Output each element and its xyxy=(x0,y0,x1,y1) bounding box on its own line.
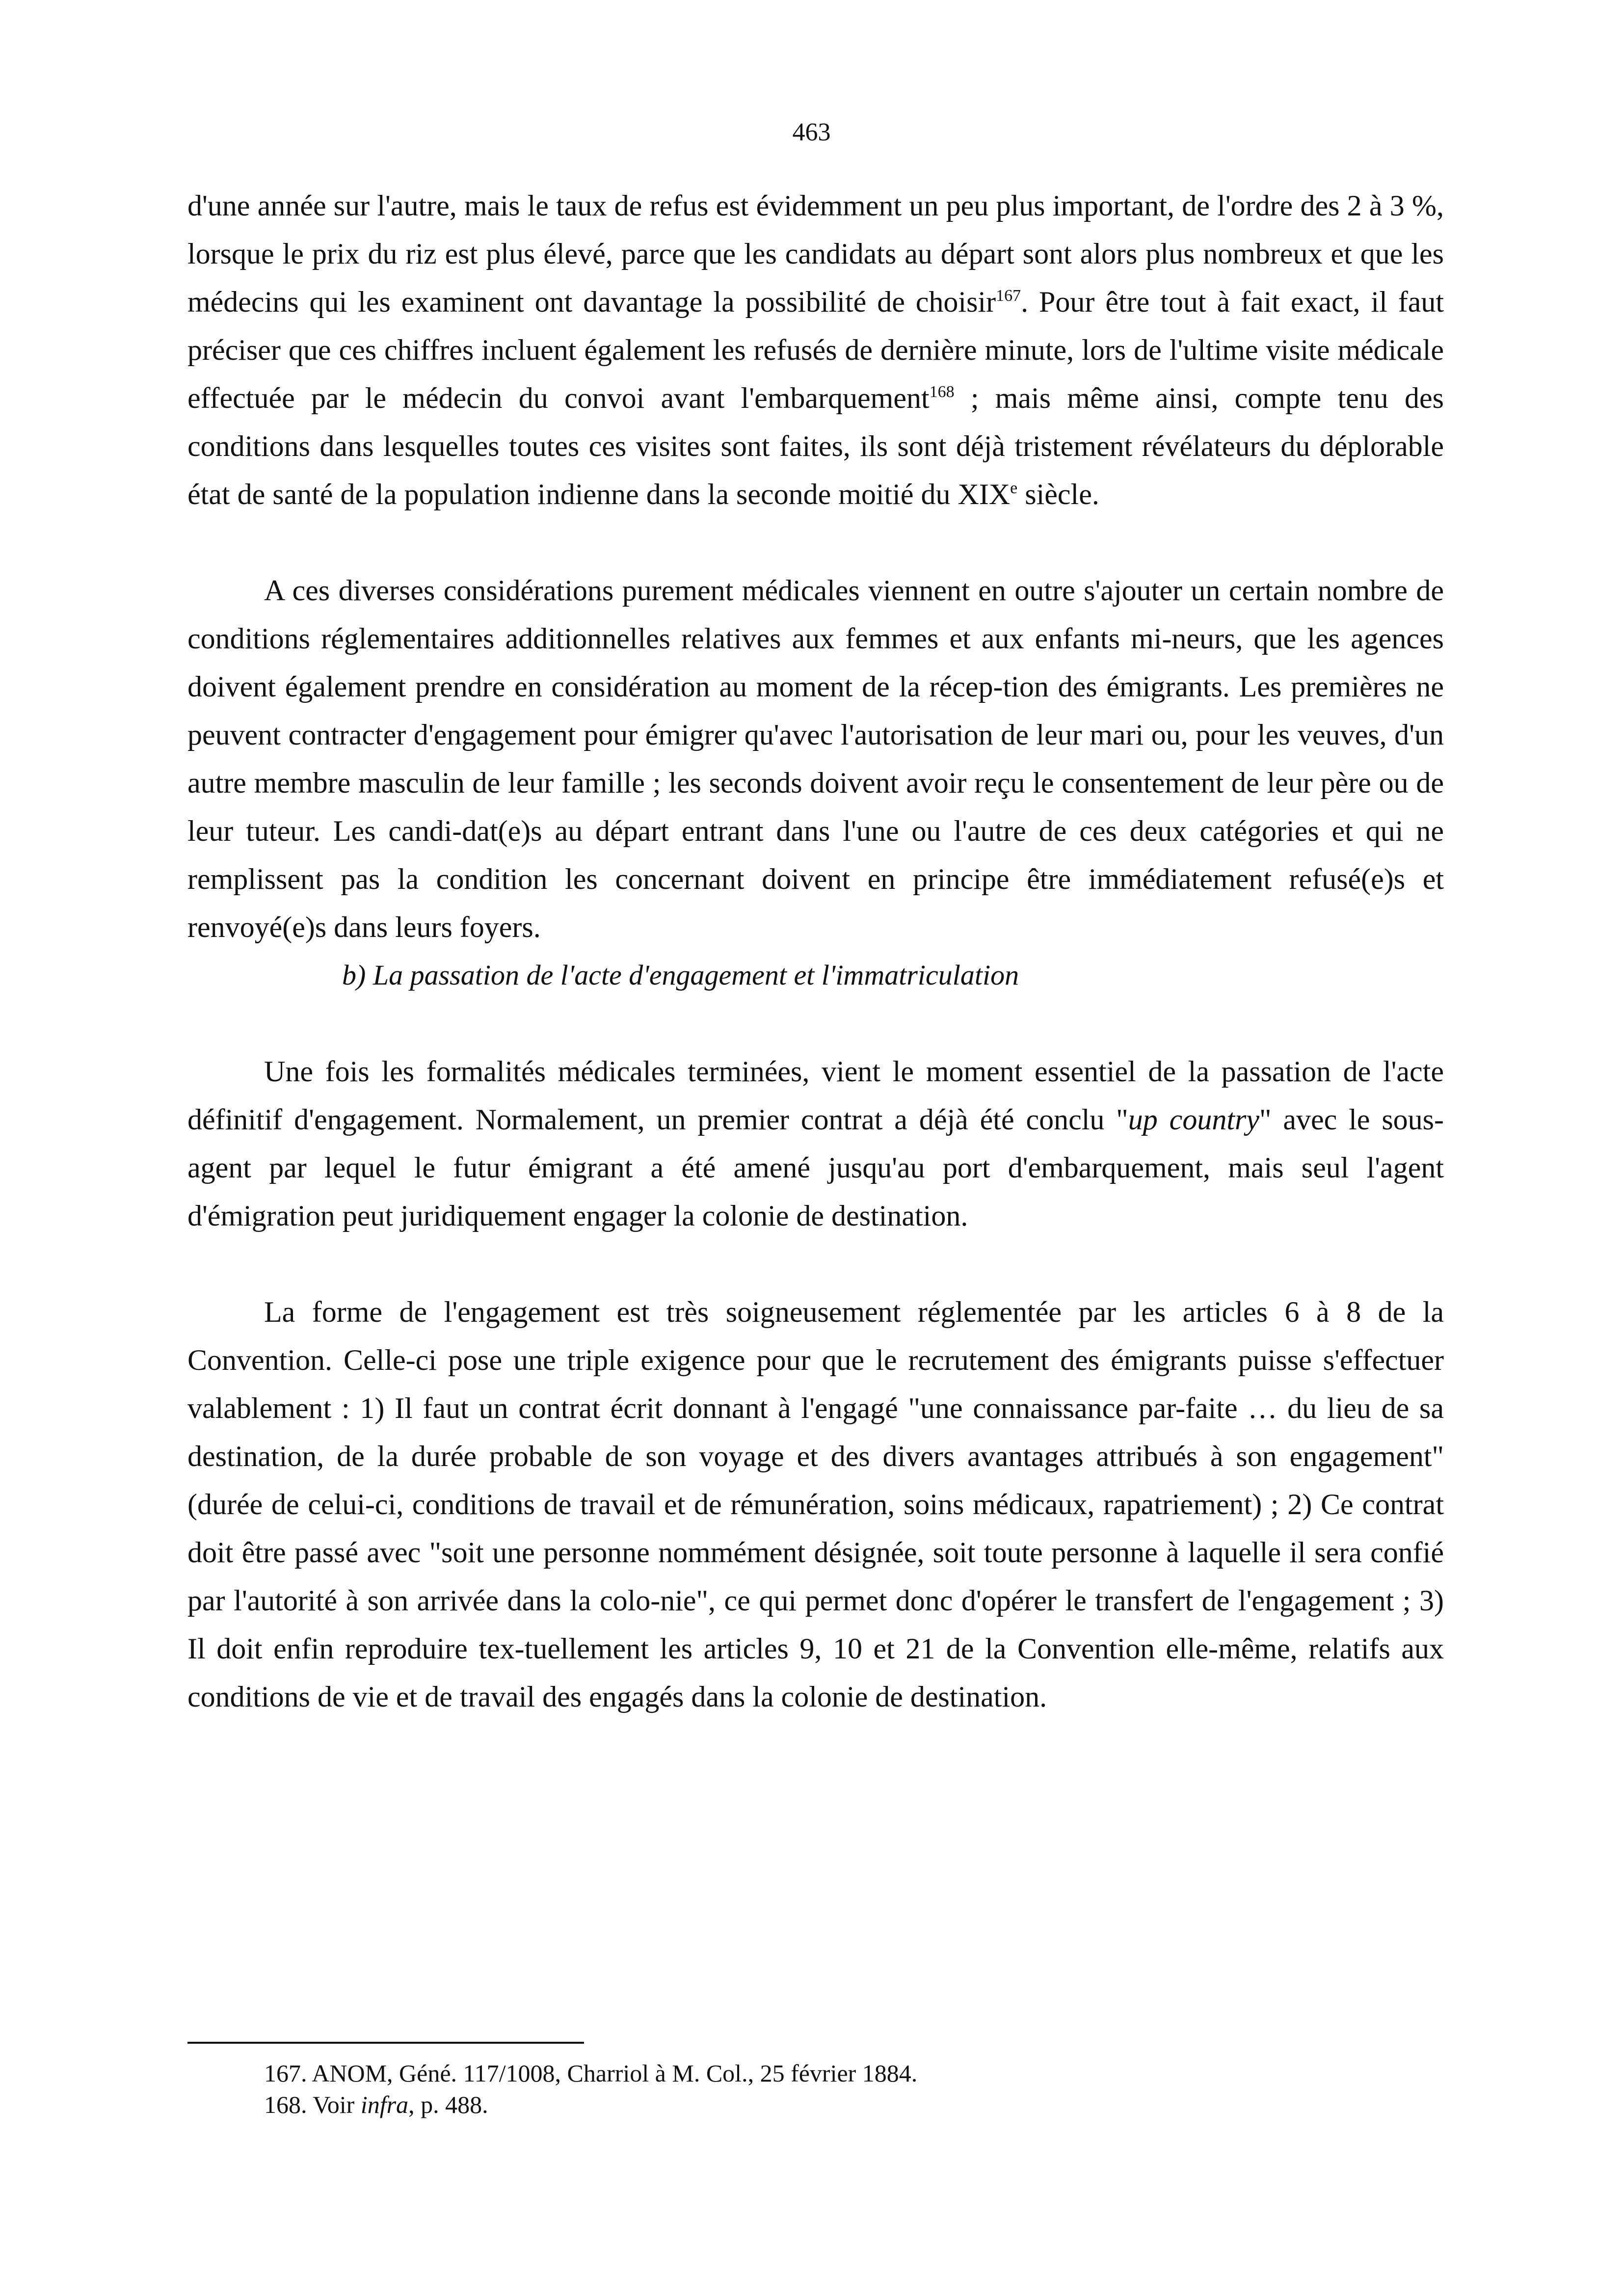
footnote-ref: e xyxy=(1010,479,1018,497)
section-heading: b) La passation de l'acte d'engagement et l'immatriculation xyxy=(342,959,1019,991)
italic-text: infra xyxy=(360,2091,409,2118)
body-text xyxy=(187,182,1444,1721)
footnote-168: 168. Voir infra, p. 488. xyxy=(264,2091,488,2118)
page-number: 463 xyxy=(792,118,831,146)
paragraph-2: A ces diverses considérations purement médicales viennent en outre s'ajouter un certain nombre de conditions réglementaires additionnelles relatives aux femmes et aux enfants mi-neurs, que les agences doivent également prendre en considération au moment de la récep-tion des émigrants. Les premières ne peuvent contracter d'engagement pour émigrer qu'avec l'autorisation de leur mari ou, pour les veuves, d'un autre membre masculin de leur famille ; les seconds doivent avoir reçu le consentement de leur père ou de leur tuteur. Les candi-dat(e)s au départ entrant dans l'une ou l'autre de ces deux catégories et qui ne remplissent pas la condition les concernant doivent en principe être immédiatement refusé(e)s et renvoyé(e)s dans leurs foyers. xyxy=(187,574,1444,943)
paragraph-3: Une fois les formalités médicales terminées, vient le moment essentiel de la passation de l'acte définitif d'engagement. Normalement, un premier contrat a déjà été conclu "up country" avec le sous-agent par lequel le futur émigrant a été amené jusqu'au port d'embarquement, mais seul l'agent d'émigration peut juridiquement engager la colonie de destination. xyxy=(187,1055,1444,1232)
paragraph-4: La forme de l'engagement est très soigneusement réglementée par les articles 6 à 8 de la Convention. Celle-ci pose une triple exigence pour que le recrutement des émigrants puisse s'effectuer valablement : 1) Il faut un contrat écrit donnant à l'engagé "une connaissance par-faite … du lieu de sa destination, de la durée probable de son voyage et des divers avantages attribués à son engagement" (durée de celui-ci, conditions de travail et de rémunération, soins médicaux, rapatriement) ; 2) Ce contrat doit être passé avec "soit une personne nommément désignée, soit toute personne à laquelle il sera confié par l'autorité à son arrivée dans la colo-nie", ce qui permet donc d'opérer le transfert de l'engagement ; 3) Il doit enfin reproduire tex-tuellement les articles 9, 10 et 21 de la Convention elle-même, relatifs aux conditions de vie et de travail des engagés dans la colonie de destination. xyxy=(187,1296,1444,1713)
footnote-ref: 167 xyxy=(996,287,1021,305)
footnote-ref: 168 xyxy=(929,383,955,401)
footnote-167: 167. ANOM, Géné. 117/1008, Charriol à M. Col., 25 février 1884. xyxy=(264,2059,918,2087)
footnote-separator xyxy=(187,2042,584,2044)
footnotes xyxy=(264,2057,1442,2120)
paragraph-1: d'une année sur l'autre, mais le taux de refus est évidemment un peu plus important, de l'ordre des 2 à 3 %, lorsque le prix du riz est plus élevé, parce que les candidats au départ sont alors plus nombreux et que les médecins qui les examinent ont davantage la possibilité de choisir$^{167}$. Pour être tout à fait exact, il faut préciser que ces chiffres incluent également les refusés de dernière minute, lors de l'ultime visite médicale effectuée par le médecin du convoi avant l'embarquement$^{168}$ ; mais même ainsi, compte tenu des conditions dans lesquelles toutes ces visites sont faites, ils sont déjà tristement révélateurs du déplorable état de santé de la population indienne dans la seconde moitié du XIXe siècle. xyxy=(187,189,1444,510)
italic-text: up country xyxy=(1128,1103,1259,1136)
